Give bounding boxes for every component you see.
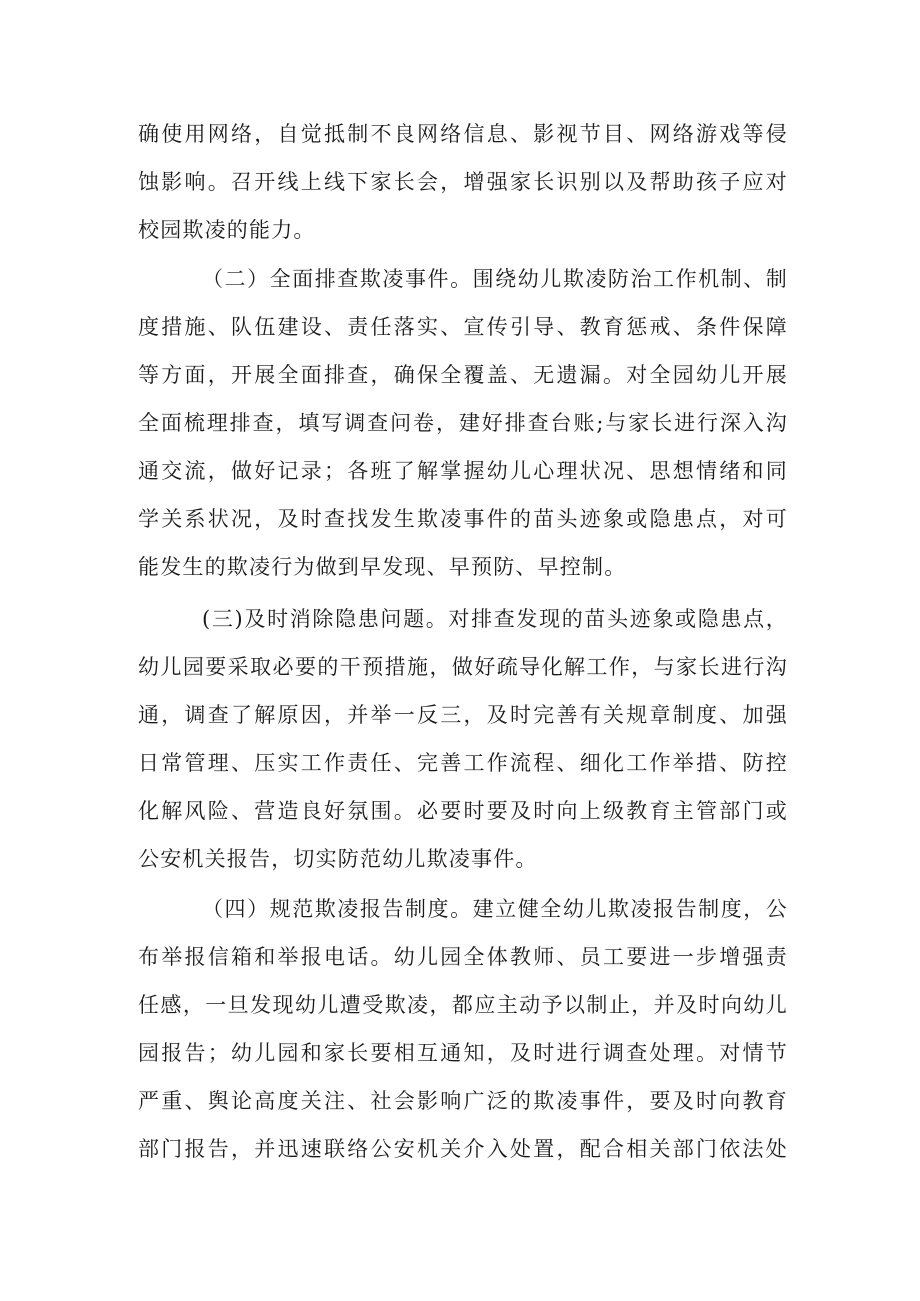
text-line: 能发生的欺凌行为做到早发现、早预防、早控制。 [138, 555, 627, 579]
text-line: 公安机关报告，切实防范幼儿欺凌事件。 [138, 847, 538, 871]
text-line: 幼儿园要采取必要的干预措施，做好疏导化解工作，与家长进行沟 [138, 655, 788, 679]
text-line: 化解风险、营造良好氛围。必要时要及时向上级教育主管部门或 [138, 799, 788, 823]
text-line: 全面梳理排查，填写调查问卷，建好排查台账;与家长进行深入沟 [138, 411, 788, 435]
text-line: 校园欺凌的能力。 [138, 218, 316, 242]
text-line: 部门报告，并迅速联络公安机关介入处置，配合相关部门依法处 [138, 1137, 788, 1161]
text-line: 确使用网络，自觉抵制不良网络信息、影视节目、网络游戏等侵 [138, 122, 788, 146]
text-line: 蚀影响。召开线上线下家长会，增强家长识别以及帮助孩子应对 [138, 170, 788, 194]
text-line: (三)及时消除隐患问题。对排查发现的苗头迹象或隐患点， [202, 607, 788, 631]
text-line: （四）规范欺凌报告制度。建立健全幼儿欺凌报告制度，公 [202, 897, 788, 921]
text-line: 布举报信箱和举报电话。幼儿园全体教师、员工要进一步增强责 [138, 945, 788, 969]
paragraph-section-4 [138, 885, 788, 1173]
text-line: 通，调查了解原因，并举一反三，及时完善有关规章制度、加强 [138, 703, 788, 727]
text-line: 等方面，开展全面排查，确保全覆盖、无遗漏。对全园幼儿开展 [138, 363, 788, 387]
paragraph-section-3 [138, 595, 788, 883]
paragraph-section-2 [138, 255, 788, 591]
text-line: 度措施、队伍建设、责任落实、宣传引导、教育惩戒、条件保障 [138, 315, 788, 339]
text-line: 任感，一旦发现幼儿遭受欺凌，都应主动予以制止，并及时向幼儿 [138, 993, 788, 1017]
text-line: （二）全面排查欺凌事件。围绕幼儿欺凌防治工作机制、制 [202, 267, 788, 291]
text-line: 日常管理、压实工作责任、完善工作流程、细化工作举措、防控 [138, 751, 788, 775]
text-line: 通交流，做好记录；各班了解掌握幼儿心理状况、思想情绪和同 [138, 459, 788, 483]
paragraph-continuation [138, 110, 788, 254]
text-line: 学关系状况，及时查找发生欺凌事件的苗头迹象或隐患点，对可 [138, 507, 788, 531]
text-line: 严重、舆论高度关注、社会影响广泛的欺凌事件，要及时向教育 [138, 1089, 788, 1113]
text-line: 园报告；幼儿园和家长要相互通知，及时进行调查处理。对情节 [138, 1041, 788, 1065]
